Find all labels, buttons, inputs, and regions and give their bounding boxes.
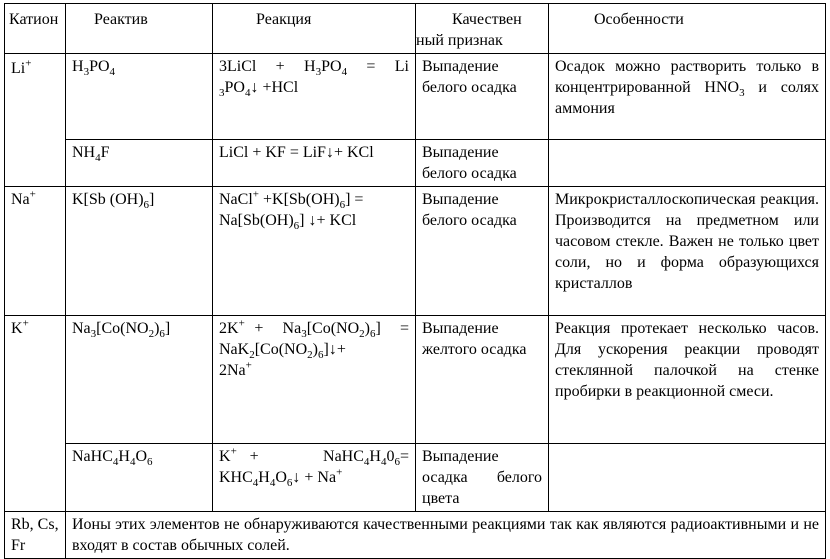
- table-row: [5, 316, 826, 444]
- header-reaction: Реакция: [213, 4, 416, 54]
- reaction-cell: K+ + $NaHC_4H_40_6=$ $KHC_4H_4O_6↓ + Na^+$: [213, 444, 416, 512]
- reaction-cell: LiCl + KF = LiF↓+ KCl: [213, 140, 416, 187]
- sign-cell: Выпадение белого осадка: [416, 140, 549, 187]
- table-row: [5, 140, 826, 187]
- header-cation: Катион: [5, 4, 66, 54]
- reagent-cell: $Na_3[Co(NO_2)_6]$: [66, 316, 213, 444]
- cation-rb-cs-fr: Rb, Cs, Fr: [5, 512, 66, 559]
- feature-cell: Реакция протекает несколько часов. Для ускорения реакции проводят стеклянной палочкой на стенке пробирки в реакционной смеси.: [549, 316, 826, 444]
- feature-cell: [549, 444, 826, 512]
- sign-cell: Выпадение желтого осадка: [416, 316, 549, 444]
- reagent-cell: K[Sb $(OH)_6$]: [66, 187, 213, 316]
- cation-na: Na+: [5, 187, 66, 316]
- sign-cell: Выпадение осадка белого цвета: [416, 444, 549, 512]
- header-features: Особенности: [549, 4, 826, 54]
- note-cell: Ионы этих элементов не обнаруживаются качественными реакциями так как являются радиоактивными и не входят в состав обычных солей.: [66, 512, 826, 559]
- table-row: [5, 187, 826, 316]
- sign-cell: Выпадение белого осадка: [416, 187, 549, 316]
- reagent-cell: $NH_4F$: [66, 140, 213, 187]
- cation-li: Li+: [5, 54, 66, 187]
- reaction-cell: $2K^+ + Na_3[Co(NO_2)_6]$ = $NaK_2[Co(NO_2)_6]↓+$ 2Na+: [213, 316, 416, 444]
- feature-cell: [549, 140, 826, 187]
- reaction-cell: NaCl+ $+K[Sb(OH)_6]$ = $Na[Sb(OH)_6]$ ↓+ KCl: [213, 187, 416, 316]
- feature-cell: Микрокристаллоскопическая реакция. Производится на предметном или часовом стекле. Важен не только цвет соли, но и форма образующихся кристаллов: [549, 187, 826, 316]
- table-row: [5, 444, 826, 512]
- feature-cell: Осадок можно растворить только в концентрированной $HNO_3$ и солях аммония: [549, 54, 826, 140]
- sign-cell: Выпадение белого осадка: [416, 54, 549, 140]
- header-qualitative-sign: Качествен ный признак: [416, 4, 549, 54]
- table-row: [5, 512, 826, 559]
- header-reagent: Реактив: [66, 4, 213, 54]
- table-row: [5, 54, 826, 140]
- reaction-cell: 3LiCl + $H_3PO_4 = Li$ $_3PO_4↓ +HCl$: [213, 54, 416, 140]
- reagent-cell: $NaHC_4H_4O_6$: [66, 444, 213, 512]
- cation-reactions-table: [4, 3, 826, 559]
- cation-k: K+: [5, 316, 66, 512]
- header-row: [5, 4, 826, 54]
- reagent-cell: $H_3PO_4$: [66, 54, 213, 140]
